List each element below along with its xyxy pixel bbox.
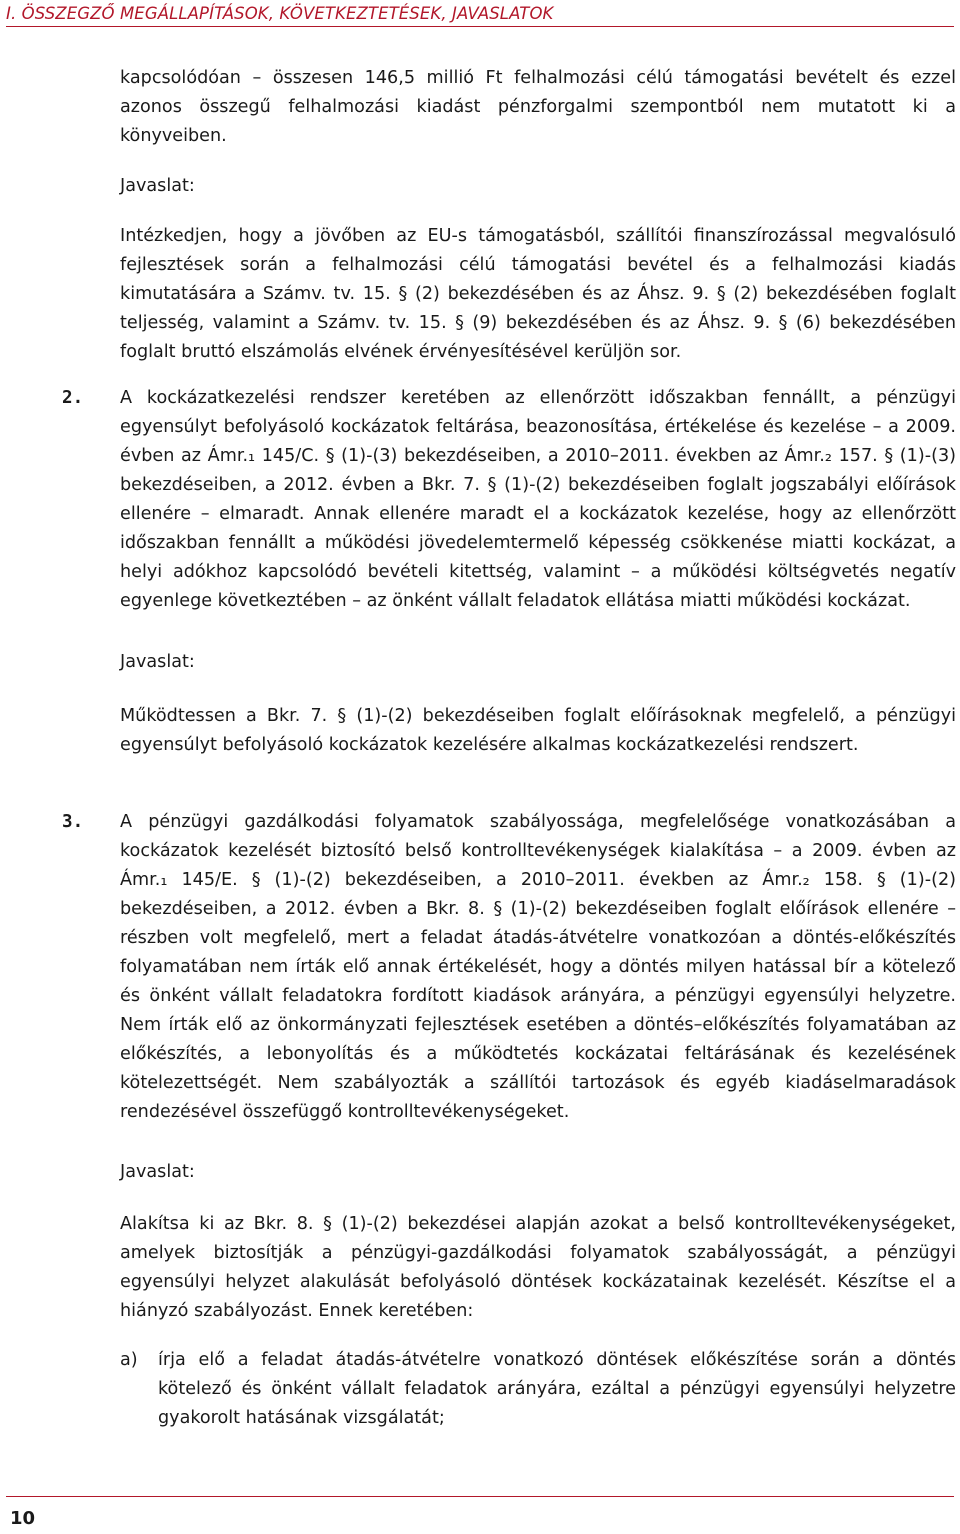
item-number: 2.: [62, 388, 84, 408]
javaslat-text: Intézkedjen, hogy a jövőben az EU-s támogatásból, szállítói finanszírozással megvalósuló fejlesztések során a felhalmozási célú támogatási bevétel és a felhalmozási kiadás kimutatására a Számv. tv. 15. § (2) bekezdésében és az Áhsz. 9. § (2) bekezdésében foglalt teljesség, valamint a Számv. tv. 15. § (9) bekezdésében és az Áhsz. 9. § (6) bekezdésében foglalt bruttó elszámolás elvének érvényesítésével kerüljön sor.: [120, 226, 956, 362]
footer-divider: [6, 1496, 954, 1497]
javaslat-text: Működtessen a Bkr. 7. § (1)-(2) bekezdéseiben foglalt előírásoknak megfelelő, a pénzügyi egyensúlyt befolyásoló kockázatok kezelésére alkalmas kockázatkezelési rendszert.: [120, 706, 956, 755]
list-item-text: írja elő a feladat átadás-átvételre vonatkozó döntések előkészítése során a döntés kötelező és önként vállalt feladatok arányára, ezáltal a pénzügyi egyensúlyi helyzetre gyakorolt hatásának vizsgálatát;: [158, 1350, 956, 1428]
finding-paragraph: A pénzügyi gazdálkodási folyamatok szabályossága, megfelelősége vonatkozásában a kockázatok kezelését biztosító belső kontrolltevékenységek kialakítása – a 2009. évben az Ámr.₁ 145/E. § (1)-(2) bekezdéseiben, a 2010–2011. években az Ámr.₂ 158. § (1)-(2) bekezdéseiben, a 2012. évben a Bkr. 8. § (1)-(2) bekezdéseiben foglalt előírások ellenére – részben volt megfelelő, mert a feladat átadás-átvételre vonatkozóan a döntés-előkészítés folyamatában nem írták elő annak értékelését, hogy a döntés milyen hatással bír a kötelező és önként vállalt feladatokra fordított kiadások arányára, a pénzügyi egyensúlyi helyzetre. Nem írták elő az önkormányzati fejlesztések esetében a döntés–előkészítés folyamatában az előkészítés, a lebonyolítás és a működtetés kockázatai feltárásának és kezelésének kötelezettségét. Nem szabályozták a szállítói tartozások és egyéb kiadáselmaradások rendezésével összefüggő kontrolltevékenységeket.: [120, 812, 956, 1122]
finding-paragraph: A kockázatkezelési rendszer keretében az ellenőrzött időszakban fennállt, a pénzügyi egyensúlyt befolyásoló kockázatok feltárása, beazonosítása, értékelése és kezelése – a 2009. évben az Ámr.₁ 145/C. § (1)-(3) bekezdéseiben, a 2010–2011. években az Ámr.₂ 157. § (1)-(3) bekezdéseiben, a 2012. évben a Bkr. 7. § (1)-(2) bekezdéseiben foglalt jogszabályi előírások ellenére – elmaradt. Annak ellenére maradt el a kockázatok kezelése, hogy az ellenőrzött időszakban fennállt a működési jövedelemtermelő képesség csökkenése miatti kockázat, a helyi adókhoz kapcsolódó bevételi kitettség, valamint – a működési költségvetés negatív egyenlege következtében – az önként vállalt feladatok ellátása miatti működési kockázat.: [120, 388, 956, 611]
javaslat-label: Javaslat:: [120, 1162, 195, 1182]
intro-paragraph: kapcsolódóan – összesen 146,5 millió Ft felhalmozási célú támogatási bevételt és ezzel azonos összegű felhalmozási kiadást pénzforgalmi szempontból nem mutatott ki a könyveiben.: [120, 68, 956, 146]
list-item-letter: a): [120, 1350, 138, 1370]
javaslat-text: Alakítsa ki az Bkr. 8. § (1)-(2) bekezdései alapján azokat a belső kontrolltevékenységeket, amelyek biztosítják a pénzügyi-gazdálkodási folyamatok szabályosságát, a pénzügyi egyensúlyi helyzet alakulását befolyásoló döntések kockázatainak kezelését. Készítse el a hiányzó szabályozást. Ennek keretében:: [120, 1214, 956, 1321]
javaslat-label: Javaslat:: [120, 176, 195, 196]
section-header: I. ÖSSZEGZŐ MEGÁLLAPÍTÁSOK, KÖVETKEZTETÉSEK, JAVASLATOK: [6, 4, 954, 27]
javaslat-label: Javaslat:: [120, 652, 195, 672]
item-number: 3.: [62, 812, 84, 832]
page-number: 10: [10, 1508, 36, 1529]
